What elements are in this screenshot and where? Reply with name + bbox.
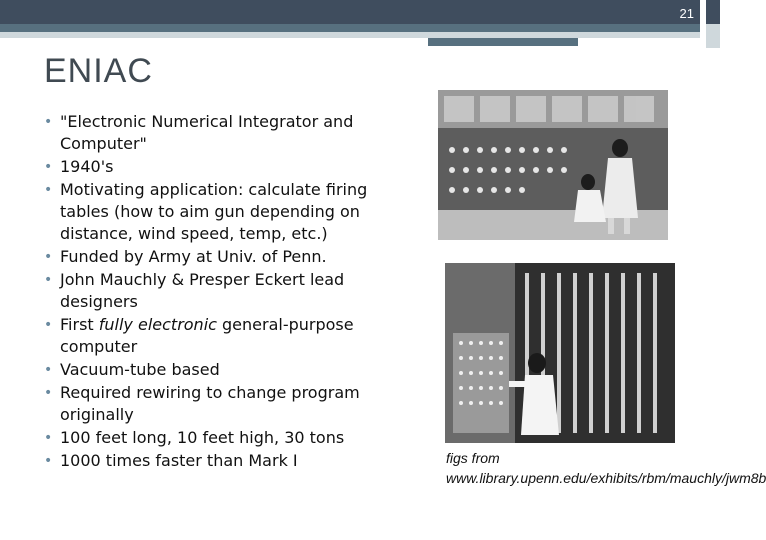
bullet-item: • 1000 times faster than Mark I xyxy=(44,450,384,472)
header-bar-light xyxy=(0,32,720,38)
header-accent-bar xyxy=(428,38,578,46)
bullet-item xyxy=(44,314,384,358)
bullet-item: • Required rewiring to change program originally xyxy=(44,382,384,426)
bullet-item: • 100 feet long, 10 feet high, 30 tons xyxy=(44,427,384,449)
bullet-item: • Motivating application: calculate firing tables (how to aim gun depending on distance, wind speed, temp, etc.) xyxy=(44,179,384,245)
header-bar-dark xyxy=(0,0,720,24)
header-bar-teal xyxy=(0,24,720,32)
eniac-photo-racks-image xyxy=(445,263,675,443)
slide-title: ENIAC xyxy=(44,52,153,90)
bullet-text: First xyxy=(60,315,99,334)
eniac-photo-operators xyxy=(438,90,668,240)
figure-caption: figs from www.library.upenn.edu/exhibits/rbm/mauchly/jwm8b xyxy=(446,450,766,486)
bullet-list xyxy=(44,111,384,473)
bullet-item: • 1940's xyxy=(44,156,384,178)
bullet-text: general-purpose computer xyxy=(60,315,354,356)
bullet-item: • John Mauchly & Presper Eckert lead designers xyxy=(44,269,384,313)
header-right-block xyxy=(706,24,720,48)
eniac-photo-operators-image xyxy=(438,90,668,240)
bullet-item: • Vacuum-tube based xyxy=(44,359,384,381)
bullet-item: • "Electronic Numerical Integrator and Computer" xyxy=(44,111,384,155)
bullet-emphasis: fully electronic xyxy=(98,315,217,334)
eniac-photo-racks xyxy=(445,263,675,443)
bullet-item: • Funded by Army at Univ. of Penn. xyxy=(44,246,384,268)
slide-number: 21 xyxy=(679,6,694,21)
